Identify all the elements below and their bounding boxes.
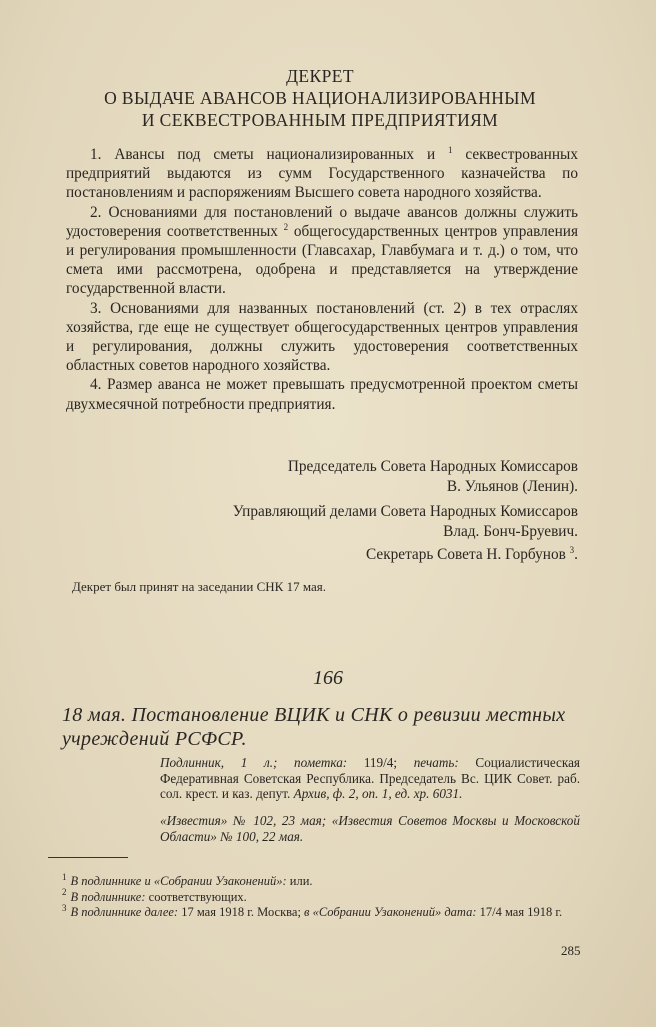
footnote-ref-1: 1	[448, 144, 453, 155]
document-number: 166	[313, 667, 343, 689]
article-3: 3. Основаниями для названных постановлений (ст. 2) в тех отраслях хозяйства, где еще не существует общегосударственных центров управления и регулирования, должны служить удостоверения соответственных областных советов народного хозяйства.	[66, 299, 578, 375]
source-original: Подлинник, 1 л.; пометка: 119/4; печать: Социалистическая Федеративная Советская Республика. Председатель Вс. ЦИК Совет. раб. сол. крест. и каз. депут. Архив, ф. 2, оп. 1, ед. хр. 6031.	[160, 755, 580, 802]
footnote-2: $^2$ В подлиннике: соответствующих.	[62, 887, 247, 904]
signature-chairman	[288, 457, 578, 496]
article-1: 1. Авансы под сметы национализированных и $^1$ секвестрованных предприятий выдаются из сумм Государственного казначейства по постановлениям и распоряжениям Высшего совета народного хозяйства.	[66, 144, 578, 202]
footnote-3: $^3$ В подлиннике далее: 17 мая 1918 г. Москва; в «Собрании Узаконений» дата: 17/4 мая 1918 г.	[62, 902, 563, 919]
chairman-role: Председатель Совета Народных Комиссаров	[287, 458, 578, 475]
source-publication: «Известия» № 102, 23 мая; «Известия Советов Москвы и Московской Области» № 100, 22 мая.	[160, 813, 580, 844]
signature-manager	[233, 502, 578, 541]
manager-name: Влад. Бонч-Бруевич.	[443, 522, 578, 540]
chairman-name: В. Ульянов (Ленин).	[446, 477, 578, 495]
signature-secretary: Секретарь Совета Н. Горбунов $^3$.	[366, 544, 578, 563]
footnote-divider	[48, 857, 128, 858]
adoption-note: Декрет был принят на заседании СНК 17 мая.	[72, 579, 326, 594]
footnotes	[48, 871, 583, 921]
footnote-ref-2: 2	[283, 221, 289, 232]
document-heading: 18 мая. Постановление ВЦИК и СНК о ревизии местных учреждений РСФСР.	[62, 704, 566, 750]
decree-body	[66, 145, 578, 414]
footnote-1: $^1$ В подлиннике и «Собрании Узаконений»: или.	[62, 871, 313, 888]
title-line-2: О ВЫДАЧЕ АВАНСОВ НАЦИОНАЛИЗИРОВАННЫМ	[104, 88, 536, 108]
footnote-ref-3: 3	[569, 544, 575, 555]
page-number: 285	[561, 943, 581, 958]
article-4: 4. Размер аванса не может превышать предусмотренной проектом сметы двухмесячной потребности предприятия.	[66, 376, 578, 413]
title-line-3: И СЕКВЕСТРОВАННЫМ ПРЕДПРИЯТИЯМ	[141, 110, 499, 130]
article-2: 2. Основаниями для постановлений о выдаче авансов должны служить удостоверения соответственных $^2$ общегосударственных центров управления и регулирования промышленности (Главсахар, Главбумага и т. д.) о том, что смета ими рассмотрена, одобрена и представляется на утверждение государственной власти.	[66, 203, 578, 298]
title-line-1: ДЕКРЕТ	[286, 66, 354, 86]
manager-role: Управляющий делами Совета Народных Комиссаров	[232, 503, 578, 520]
decree-title	[60, 65, 580, 131]
